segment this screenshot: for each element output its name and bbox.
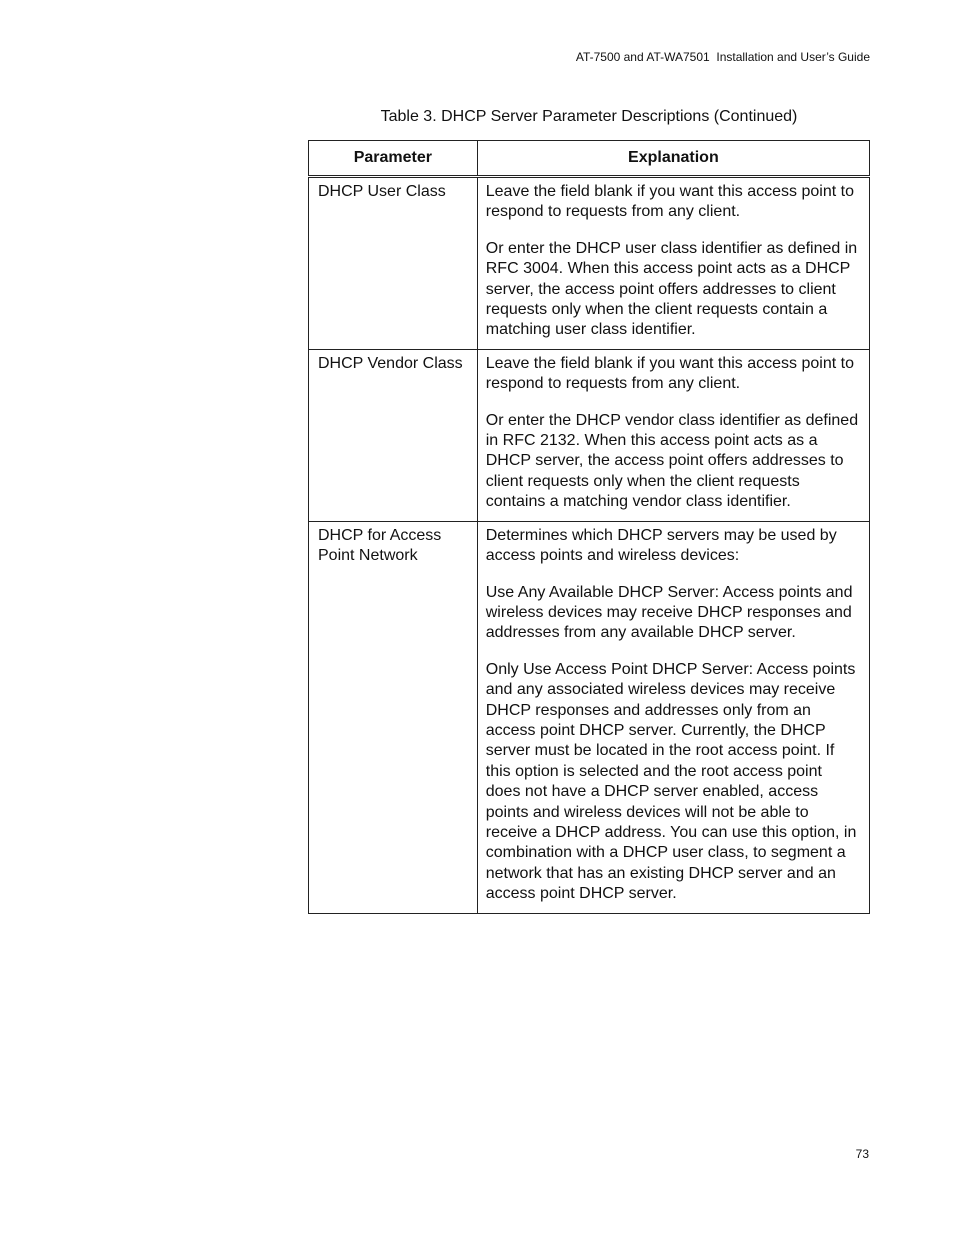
- parameter-table: [308, 140, 870, 914]
- explanation-paragraph: Use Any Available DHCP Server: Access points and wireless devices may receive DHCP responses and addresses from any available DHCP server.: [485, 583, 853, 642]
- running-header: AT-7500 and AT-WA7501 Installation and User’s Guide: [575, 50, 870, 64]
- explanation-paragraph: Determines which DHCP servers may be used by access points and wireless devices:: [485, 526, 837, 565]
- parameter-explanation: [477, 349, 869, 521]
- explanation-paragraph: Or enter the DHCP vendor class identifier as defined in RFC 2132. When this access point acts as a DHCP server, the access point offers addresses to client requests only when the client requests contains a matching vendor class identifier.: [485, 411, 859, 511]
- explanation-paragraph: Leave the field blank if you want this access point to respond to requests from any client.: [485, 354, 854, 393]
- table-row: [309, 177, 870, 350]
- explanation-paragraph: Leave the field blank if you want this access point to respond to requests from any client.: [485, 183, 854, 221]
- parameter-name: DHCP User Class: [309, 177, 478, 350]
- column-header-parameter: Parameter: [309, 141, 478, 177]
- column-header-explanation: Explanation: [477, 141, 869, 177]
- table-row: [309, 349, 870, 521]
- table-header-row: [309, 141, 870, 177]
- table-caption: Table 3. DHCP Server Parameter Descriptions (Continued): [380, 108, 798, 125]
- parameter-explanation: [477, 521, 869, 913]
- explanation-paragraph: Only Use Access Point DHCP Server: Access points and any associated wireless devices may receive DHCP responses and addresses only from an access point DHCP server. Currently, the DHCP server must be located in the root access point. If this option is selected and the root access point does not have a DHCP server enabled, access points and wireless devices will not be able to receive a DHCP address. You can use this option, in combination with a DHCP user class, to segment a network that has an existing DHCP server and an access point DHCP server.: [485, 660, 857, 903]
- page-number: 73: [855, 1147, 869, 1161]
- table-row: [309, 521, 870, 913]
- parameter-name: DHCP for Access Point Network: [309, 521, 478, 913]
- parameter-name: DHCP Vendor Class: [309, 349, 478, 521]
- explanation-paragraph: Or enter the DHCP user class identifier as defined in RFC 3004. When this access point acts as a DHCP server, the access point offers addresses to client requests only when the client requests contain a matching user class identifier.: [485, 239, 858, 339]
- parameter-explanation: [477, 177, 869, 350]
